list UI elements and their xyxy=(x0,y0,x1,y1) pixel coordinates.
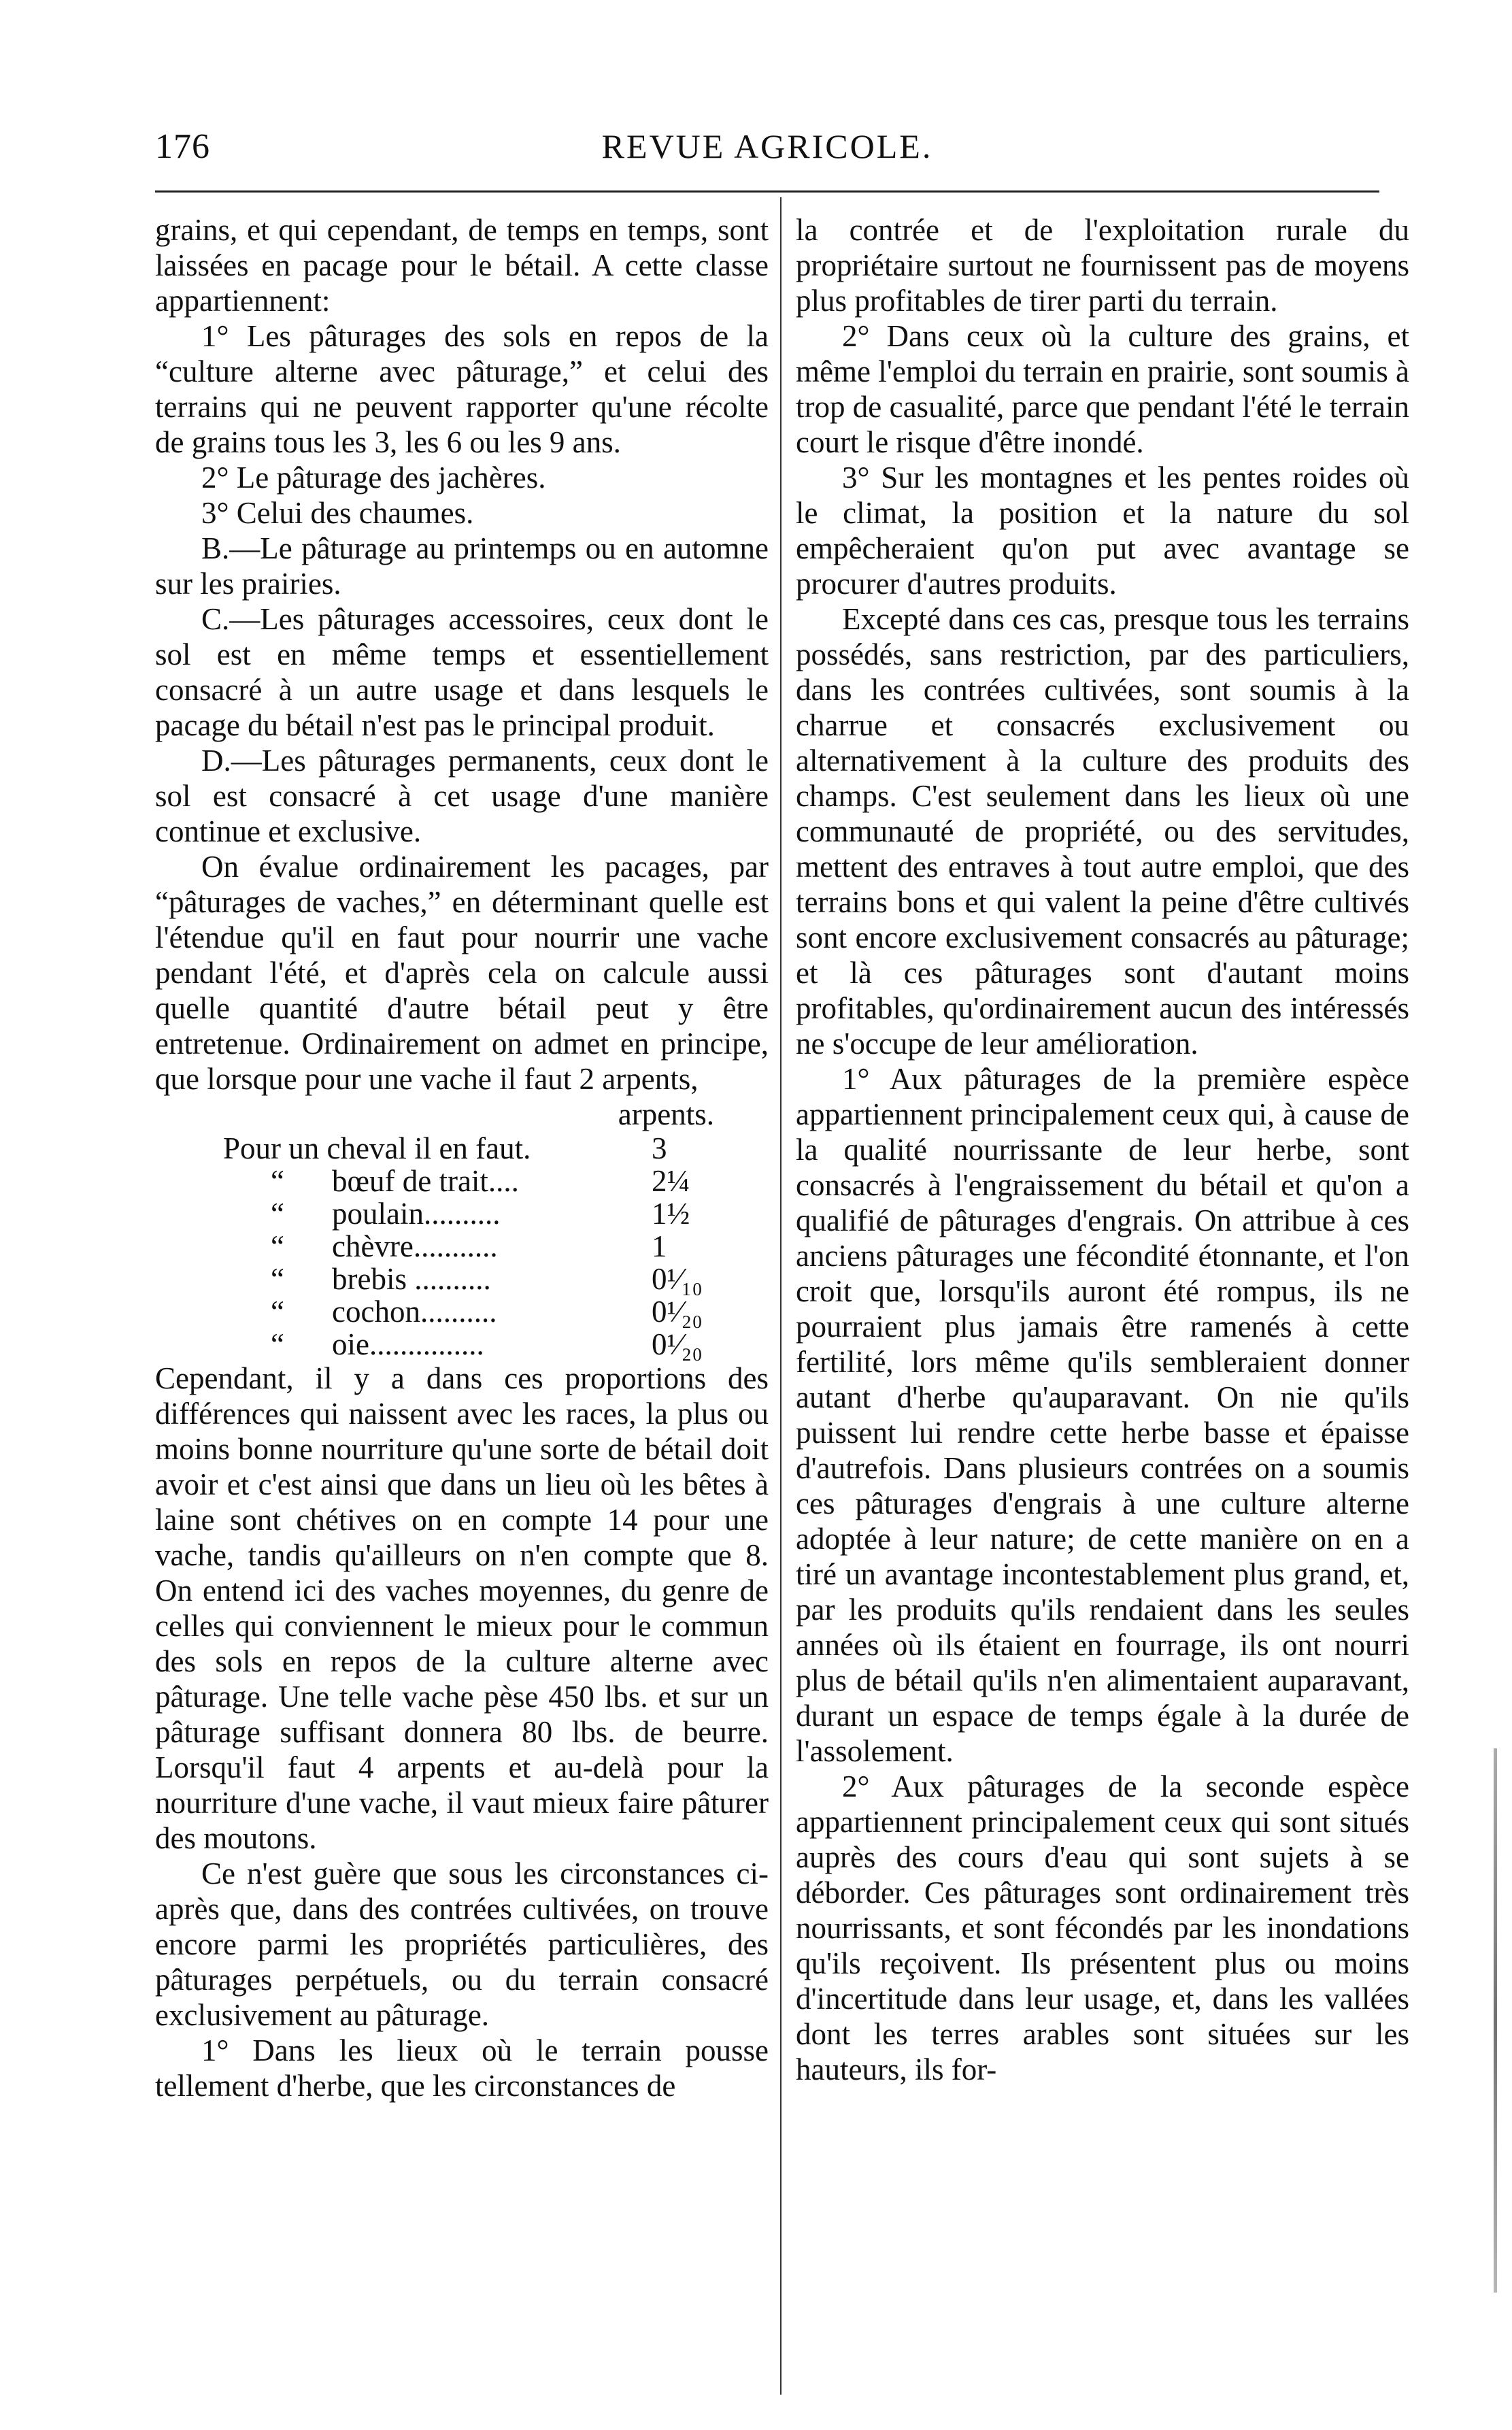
right-paragraph-4: Excepté dans ces cas, presque tous les terrains possédés, sans restriction, par des particuliers, dans les contrées cultivées, sont soumis à la charrue et consacrés exclusivement ou alternativement à la culture des produits des champs. C'est seulement dans les lieux où une communauté de propriété, ou des servitudes, mettent des entraves à tout autre emploi, que des terrains bons et qui valent la peine d'être cultivés sont encore exclusivement consacrés au pâturage; et là ces pâturages sont d'autant moins profitables, qu'ordinairement aucun des intéressés ne s'occupe de leur amélioration. xyxy=(796,602,1409,1061)
table-row-animal: poulain.......... xyxy=(332,1197,501,1231)
right-paragraph-2: 2° Dans ceux où la culture des grains, et même l'emploi du terrain en prairie, sont soumis à trop de casualité, parce que pendant l'été le terrain court le risque d'être inondé. xyxy=(796,319,1409,459)
left-paragraph-7: D.—Les pâturages permanents, ceux dont le sol est consacré à cet usage d'une manière continue et exclusive. xyxy=(155,744,769,848)
table-row xyxy=(155,1132,703,1165)
right-column xyxy=(796,212,1409,2389)
ditto-mark: “ xyxy=(271,1327,284,1361)
left-paragraph-1: grains, et qui cependant, de temps en temps, sont laissées en pacage pour le bétail. A cette classe appartiennent: xyxy=(155,213,769,318)
table-unit-header: arpents. xyxy=(618,1097,714,1131)
page-header xyxy=(155,127,1379,181)
page-number: 176 xyxy=(155,127,210,166)
table-row xyxy=(155,1295,703,1328)
table-row xyxy=(155,1328,703,1361)
table-row xyxy=(155,1165,703,1197)
left-paragraph-11: 1° Dans les lieux où le terrain pousse tellement d'herbe, que les circonstances de xyxy=(155,2033,769,2103)
header-rule xyxy=(155,190,1379,193)
table-row-value: 0¹⁄₂₀ xyxy=(652,1295,703,1329)
right-paragraph-3: 3° Sur les montagnes et les pentes roides où le climat, la position et la nature du sol empêcheraient qu'on put avec avantage se procurer d'autres produits. xyxy=(796,461,1409,601)
ditto-mark: “ xyxy=(271,1164,284,1198)
table-row-value: 1 xyxy=(652,1229,667,1263)
left-paragraph-3: 2° Le pâturage des jachères. xyxy=(201,461,546,495)
left-column xyxy=(155,212,769,2389)
table-row-animal: cheval il en faut. xyxy=(326,1131,531,1165)
left-paragraph-2: 1° Les pâturages des sols en repos de la “culture alterne avec pâturage,” et celui des terrains qui ne peuvent rapporter qu'une récolte de grains tous les 3, les 6 ou les 9 ans. xyxy=(155,319,769,459)
table-row-animal: chèvre........... xyxy=(332,1229,498,1263)
table-row-value: 1½ xyxy=(652,1197,690,1231)
ditto-mark: “ xyxy=(271,1229,284,1263)
table-row-value: 0¹⁄₁₀ xyxy=(652,1262,703,1296)
table-row-animal: bœuf de trait.... xyxy=(332,1164,519,1198)
pasture-ratio-table xyxy=(155,1132,703,1361)
running-title: REVUE AGRICOLE. xyxy=(601,127,933,165)
table-row-prefix: Pour un xyxy=(223,1131,320,1165)
table-row-animal: cochon.......... xyxy=(332,1295,497,1329)
table-row xyxy=(155,1230,703,1263)
table-row-animal: brebis .......... xyxy=(332,1262,491,1296)
left-paragraph-4: 3° Celui des chaumes. xyxy=(201,496,474,530)
left-paragraph-6: C.—Les pâturages accessoires, ceux dont le sol est en même temps et essentiellement consacré à un autre usage et dans lesquels le pacage du bétail n'est pas le principal produit. xyxy=(155,602,769,742)
right-paragraph-1: la contrée et de l'exploitation rurale du propriétaire surtout ne fournissent pas de moyens plus profitables de tirer parti du terrain. xyxy=(796,213,1409,318)
table-row-value: 3 xyxy=(652,1131,667,1165)
left-paragraph-10: Ce n'est guère que sous les circonstances ci-après que, dans des contrées cultivées, on trouve encore parmi les propriétés particulières, des pâturages perpétuels, ou du terrain consacré exclusivement au pâturage. xyxy=(155,1857,769,2032)
table-row-animal: oie............... xyxy=(332,1327,484,1361)
right-paragraph-5: 1° Aux pâturages de la première espèce appartiennent principalement ceux qui, à cause de la qualité nourrissante de leur herbe, sont consacrés à l'engraissement du bétail et qu'on a qualifié de pâturages d'engrais. On attribue à ces anciens pâturages une fécondité étonnante, et l'on croit que, lorsqu'ils auront été rompus, ils ne pourraient plus jamais être ramenés à cette fertilité, lors même qu'ils sembleraient donner autant d'herbe qu'auparavant. On nie qu'ils puissent lui rendre cette herbe basse et épaisse d'autrefois. Dans plusieurs contrées on a soumis ces pâturages d'engrais à une culture alterne adoptée à leur nature; de cette manière on en a tiré un avantage incontestablement plus grand, et, par les produits qu'ils rendaient dans les seules années où ils étaient en fourrage, ils ont nourri plus de bétail qu'ils n'en alimentaient auparavant, durant un espace de temps égale à la durée de l'assolement. xyxy=(796,1062,1409,1768)
scan-edge-shadow xyxy=(1494,1748,1497,2293)
right-paragraph-6: 2° Aux pâturages de la seconde espèce appartiennent principalement ceux qui sont situés auprès des cours d'eau qui sont sujets à se déborder. Ces pâturages sont ordinairement très nourrissants, et sont fécondés par les inondations qu'ils reçoivent. Ils présentent plus ou moins d'incertitude dans leur usage, et, dans les vallées dont les terres arables sont situées sur les hauteurs, ils for- xyxy=(796,1769,1409,2086)
ditto-mark: “ xyxy=(271,1295,284,1329)
table-row-value: 2¼ xyxy=(652,1164,690,1198)
ditto-mark: “ xyxy=(271,1197,284,1231)
ditto-mark: “ xyxy=(271,1262,284,1296)
left-paragraph-5: B.—Le pâturage au printemps ou en automne sur les prairies. xyxy=(155,531,769,601)
table-row xyxy=(155,1263,703,1295)
table-row xyxy=(155,1197,703,1230)
left-paragraph-8: On évalue ordinairement les pacages, par “pâturages de vaches,” en déterminant quelle est l'étendue qu'il en faut pour nourrir une vache pendant l'été, et d'après cela on calcule aussi quelle quantité d'autre bétail peut y être entretenue. Ordinairement on admet en principe, que lorsque pour une vache il faut 2 arpents, xyxy=(155,850,769,1096)
table-row-value: 0¹⁄₂₀ xyxy=(652,1327,703,1361)
column-divider xyxy=(780,197,782,2395)
left-paragraph-9: Cependant, il y a dans ces proportions des différences qui naissent avec les races, la plus ou moins bonne nourriture qu'une sorte de bétail doit avoir et c'est ainsi que dans un lieu où les bêtes à laine sont chétives on en compte 14 pour une vache, tandis qu'ailleurs on n'en compte que 8. On entend ici des vaches moyennes, du genre de celles qui conviennent le mieux pour le commun des sols en repos de la culture alterne avec pâturage. Une telle vache pèse 450 lbs. et sur un pâturage suffisant donnera 80 lbs. de beurre. Lorsqu'il faut 4 arpents et au-delà pour la nourriture d'une vache, il vaut mieux faire pâturer des moutons. xyxy=(155,1361,769,1855)
